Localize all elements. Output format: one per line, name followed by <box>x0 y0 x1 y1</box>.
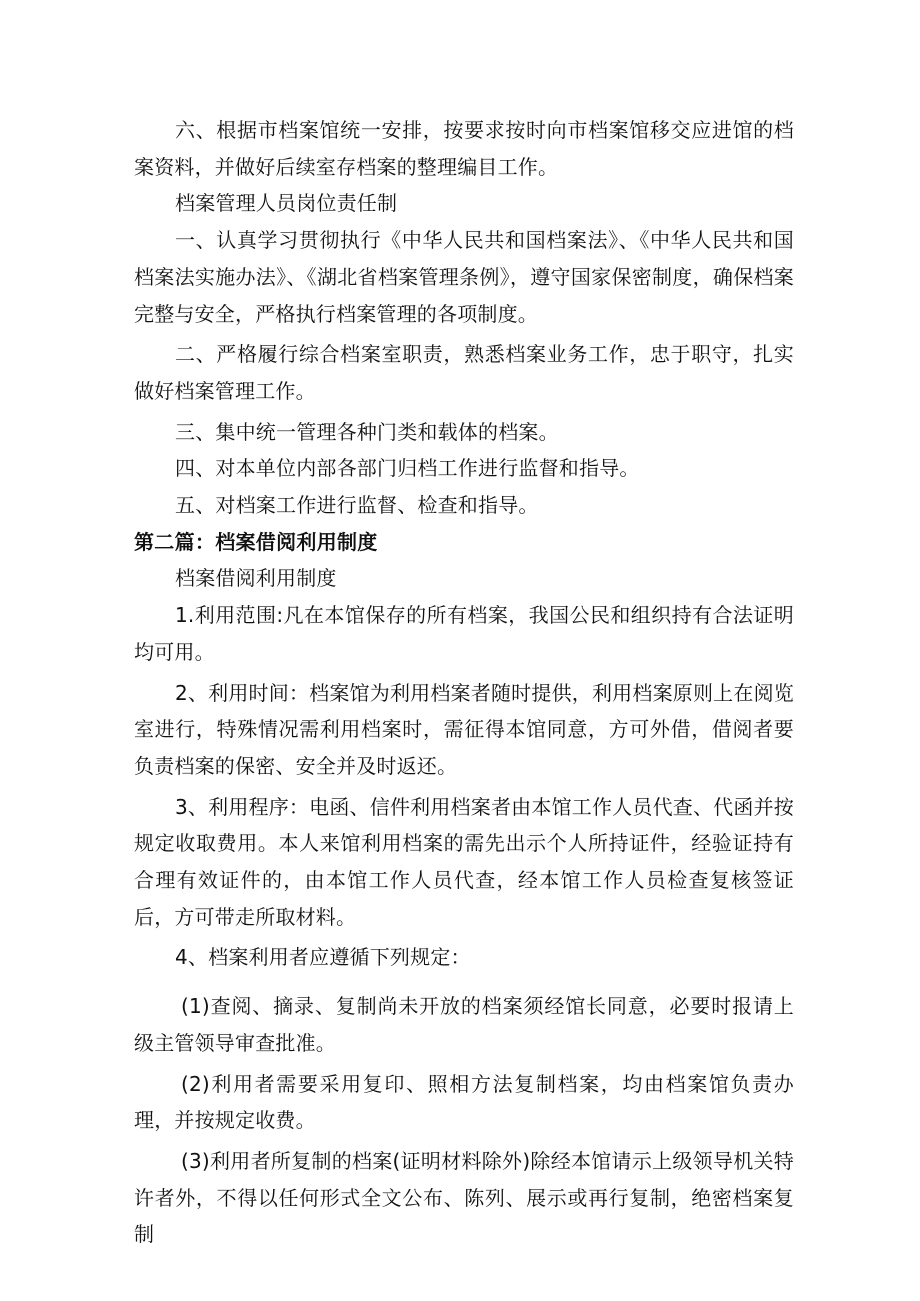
paragraph-duty-5: 五、对档案工作进行监督、检查和指导。 <box>175 493 539 518</box>
paragraph-duty-1: 一、认真学习贯彻执行《中华人民共和国档案法》、《中华人民共和国档案法实施办法》、《湖北省档案管理条例》，遵守国家保密制度，确保档案完整与安全，严格执行档案管理的各项制度。 <box>134 228 794 326</box>
paragraph-rule-4-intro: 4、档案利用者应遵循下列规定： <box>175 945 471 970</box>
paragraph-item-6-transfer: 六、根据市档案馆统一安排，按要求按时向市档案馆移交应进馆的档案资料，并做好后续室存档案的整理编目工作。 <box>134 118 794 179</box>
paragraph-rule-1-scope: 1.利用范围:凡在本馆保存的所有档案，我国公民和组织持有合法证明均可用。 <box>134 603 794 664</box>
paragraph-rule-3-procedure: 3、利用程序：电函、信件利用档案者由本馆工作人员代查、代函并按规定收取费用。本人来馆利用档案的需先出示个人所持证件，经验证持有合理有效证件的，由本馆工作人员代查，经本馆工作人员检查复核签证后，方可带走所取材料。 <box>134 794 794 929</box>
paragraph-duty-2: 二、严格履行综合档案室职责，熟悉档案业务工作，忠于职守，扎实做好档案管理工作。 <box>134 342 794 403</box>
section-title-borrowing-rules: 档案借阅利用制度 <box>175 566 337 591</box>
section-title-staff-responsibility: 档案管理人员岗位责任制 <box>175 191 398 216</box>
paragraph-subrule-2: (2)利用者需要采用复印、照相方法复制档案，均由档案馆负责办理，并按规定收费。 <box>134 1071 794 1133</box>
paragraph-subrule-3: (3)利用者所复制的档案(证明材料除外)除经本馆请示上级领导机关特许者外，不得以任何形式全文公布、陈列、展示或再行复制，绝密档案复制 <box>134 1148 794 1247</box>
paragraph-subrule-1: (1)查阅、摘录、复制尚未开放的档案须经馆长同意，必要时报请上级主管领导审查批准。 <box>134 994 794 1055</box>
paragraph-duty-4: 四、对本单位内部各部门归档工作进行监督和指导。 <box>175 456 640 481</box>
paragraph-duty-3: 三、集中统一管理各种门类和载体的档案。 <box>175 419 559 444</box>
paragraph-rule-2-time: 2、利用时间：档案馆为利用档案者随时提供，利用档案原则上在阅览室进行，特殊情况需利用档案时，需征得本馆同意，方可外借，借阅者要负责档案的保密、安全并及时返还。 <box>134 680 794 778</box>
chapter-heading: 第二篇：档案借阅利用制度 <box>134 529 378 554</box>
document-body <box>134 112 794 1253</box>
